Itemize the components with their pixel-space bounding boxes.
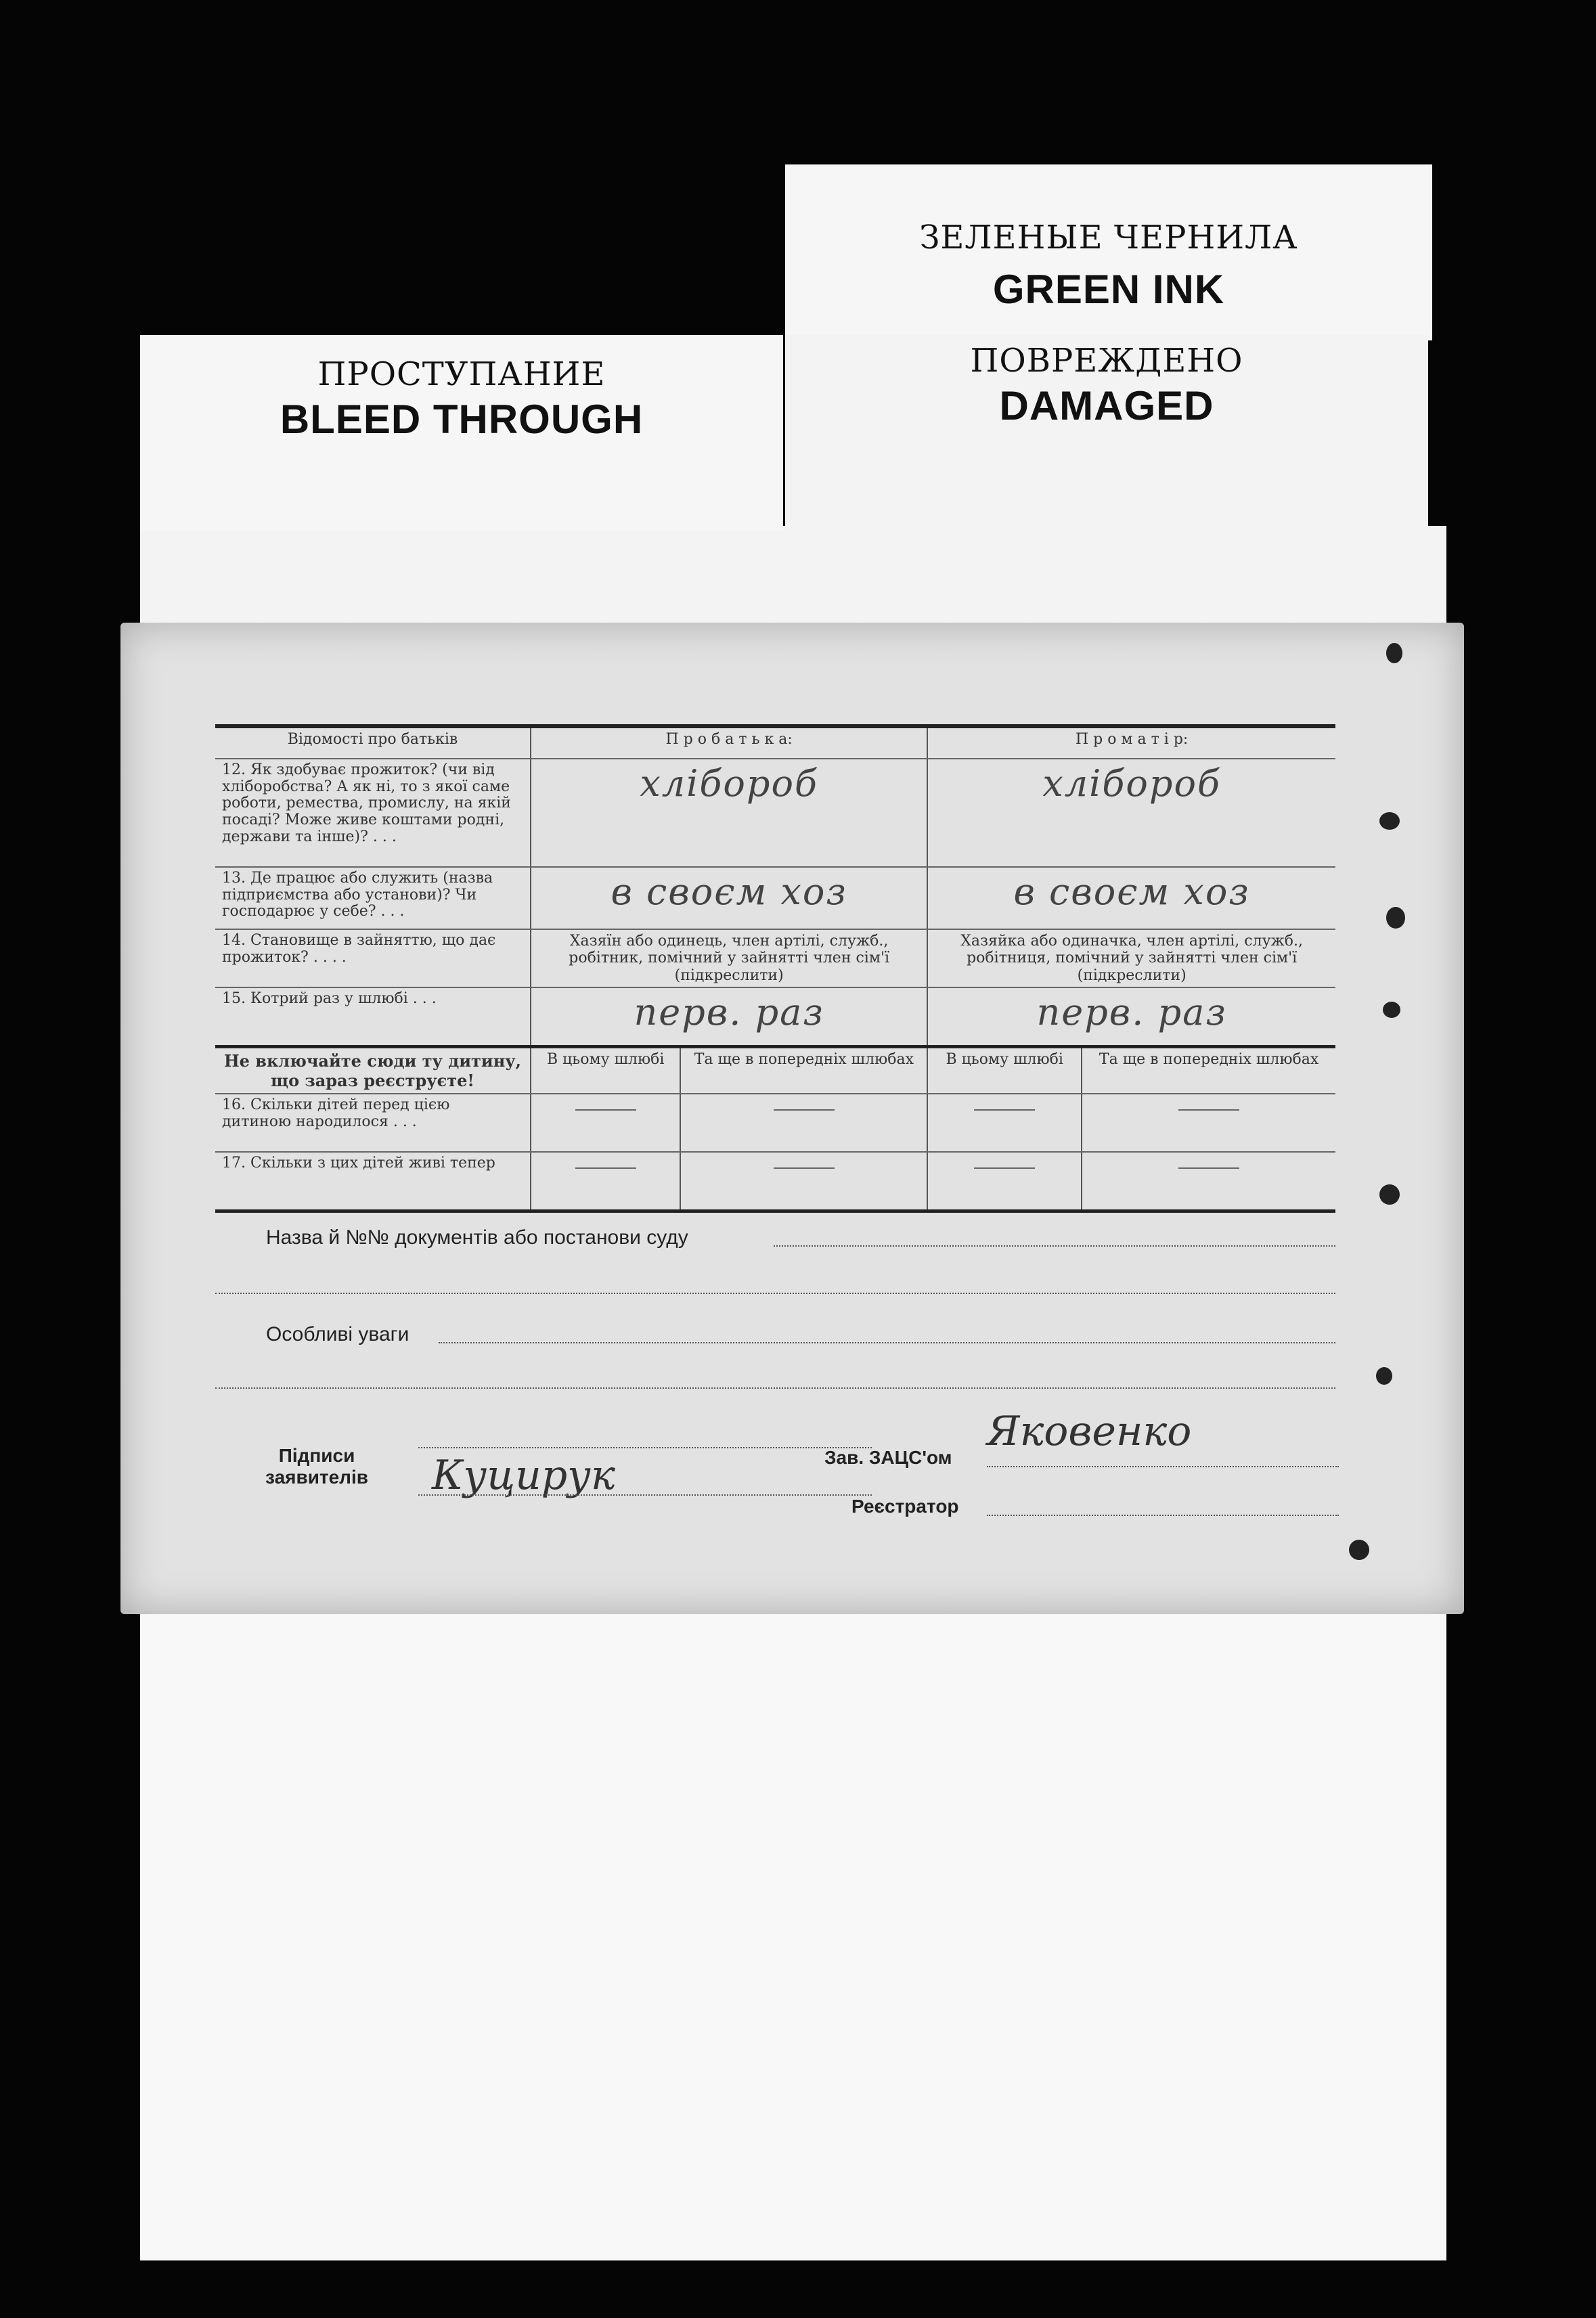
dash-cell — [927, 1152, 1082, 1211]
signature-line-1 — [418, 1447, 872, 1448]
green-ink-flag-ru: ЗЕЛЕНЫЕ ЧЕРНИЛА — [919, 219, 1298, 257]
parents-info-table — [215, 724, 1335, 1213]
question-13: 13. Де працює або служить (назва підприємства або установи)? Чи господарює у себе? . . . — [215, 867, 531, 929]
mother-occupation-status: Хазяйка або одиначка, член артілі, служб., робітниця, помічний у зайнятті член сім'ї (підкреслити) — [927, 929, 1335, 987]
head-label: Зав. ЗАЦС'ом — [824, 1447, 952, 1468]
damage-hole — [1379, 812, 1400, 830]
applicants-label: заявителів — [265, 1467, 368, 1488]
father-marriage-count: перв. раз — [531, 987, 927, 1047]
applicant-signature: Куцирук — [432, 1452, 615, 1499]
question-15: 15. Котрий раз у шлюбі . . . — [215, 987, 531, 1047]
dash-cell — [531, 1152, 680, 1211]
registrar-line — [987, 1515, 1339, 1516]
question-14: 14. Становище в зайняттю, що дає прожиток? . . . . — [215, 929, 531, 987]
bleed-through-flag-en: BLEED THROUGH — [280, 397, 644, 442]
damage-hole — [1386, 643, 1402, 663]
table-row — [215, 987, 1335, 1047]
table-row — [215, 1152, 1335, 1211]
mother-workplace: в своєм хоз — [927, 867, 1335, 929]
mother-livelihood: хлібороб — [927, 759, 1335, 867]
damaged-flag-ru: ПОВРЕЖДЕНО — [970, 342, 1243, 380]
damage-hole — [1383, 1002, 1400, 1018]
children-note: Не включайте сюди ту дитину, що зараз реєструєте! — [215, 1046, 531, 1094]
damage-hole — [1349, 1540, 1369, 1560]
father-previous-marriages-header: Та ще в попередніх шлюбах — [680, 1046, 927, 1094]
mother-previous-marriages-header: Та ще в попередніх шлюбах — [1082, 1046, 1335, 1094]
damaged-flag-en: DAMAGED — [999, 383, 1214, 428]
registration-form — [120, 623, 1464, 1614]
green-ink-flag-en: GREEN INK — [992, 267, 1225, 312]
bleed-through-flag — [140, 335, 783, 531]
question-17: 17. Скільки з цих дітей живі тепер — [215, 1152, 531, 1211]
documents-line-2 — [215, 1293, 1335, 1294]
notes-line-2 — [215, 1387, 1335, 1389]
head-line — [987, 1466, 1339, 1467]
father-livelihood: хлібороб — [531, 759, 927, 867]
father-this-marriage-header: В цьому шлюбі — [531, 1046, 680, 1094]
mother-this-marriage-header: В цьому шлюбі — [927, 1046, 1082, 1094]
table-row — [215, 867, 1335, 929]
table-row — [215, 1046, 1335, 1094]
notes-label: Особливі уваги — [266, 1323, 409, 1345]
documents-line — [774, 1245, 1335, 1247]
documents-label: Назва й №№ документів або постанови суду — [266, 1226, 688, 1249]
head-signature: Яковенко — [987, 1408, 1192, 1455]
dash-cell — [680, 1152, 927, 1211]
bleed-through-flag-ru: ПРОСТУПАНИЕ — [317, 355, 606, 393]
table-row — [215, 1094, 1335, 1152]
damage-hole — [1376, 1367, 1392, 1385]
dash-cell — [531, 1094, 680, 1152]
signatures-label: Підписи — [278, 1445, 355, 1466]
signature-line-2 — [418, 1494, 872, 1496]
dash-cell — [1082, 1094, 1335, 1152]
dash-cell — [680, 1094, 927, 1152]
header-mother: П р о м а т і р: — [927, 726, 1335, 759]
damage-hole — [1386, 907, 1405, 929]
table-row — [215, 929, 1335, 987]
notes-line — [439, 1342, 1335, 1343]
registrar-label: Реєстратор — [851, 1496, 959, 1517]
green-ink-flag — [785, 164, 1432, 340]
question-12: 12. Як здобуває прожиток? (чи від хліборобства? А як ні, то з якої саме роботи, ремества, промислу, на якій посаді? Може живе коштами родні, держави та інше)? . . . — [215, 759, 531, 867]
damaged-flag — [785, 335, 1428, 528]
backing-sheet — [140, 1557, 1446, 2260]
table-row — [215, 759, 1335, 867]
dash-cell — [927, 1094, 1082, 1152]
header-parents-info: Відомості про батьків — [215, 726, 531, 759]
backing-sheet-top — [140, 526, 1446, 634]
question-16: 16. Скільки дітей перед цією дитиною народилося . . . — [215, 1094, 531, 1152]
header-father: П р о б а т ь к а: — [531, 726, 927, 759]
damage-hole — [1379, 1184, 1400, 1205]
father-occupation-status: Хазяїн або одинець, член артілі, служб., робітник, помічний у зайнятті член сім'ї (підкреслити) — [531, 929, 927, 987]
dash-cell — [1082, 1152, 1335, 1211]
father-workplace: в своєм хоз — [531, 867, 927, 929]
mother-marriage-count: перв. раз — [927, 987, 1335, 1047]
